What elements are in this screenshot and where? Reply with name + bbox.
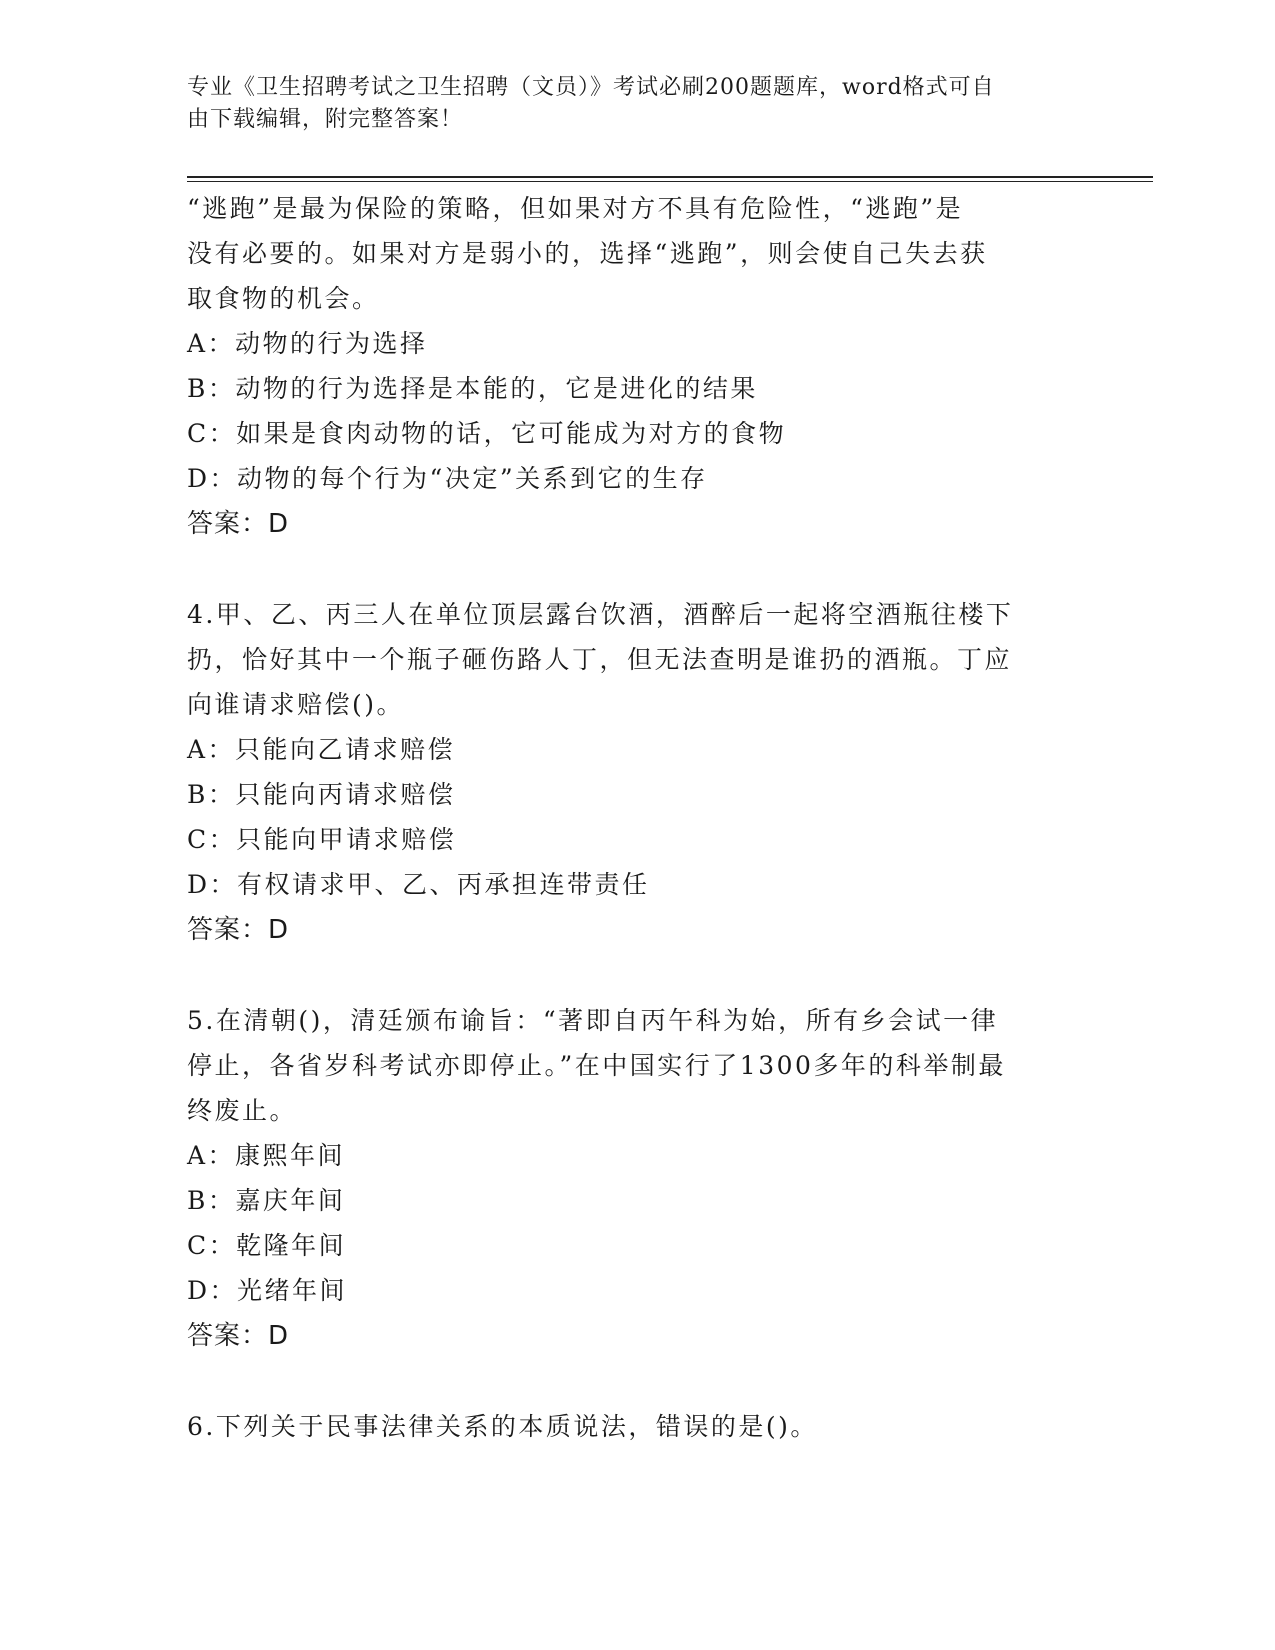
question-stem-line: 终废止。 [187, 1096, 298, 1125]
option-b: B：只能向丙请求赔偿 [187, 780, 456, 809]
option-c: C：只能向甲请求赔偿 [187, 825, 457, 854]
spacer [187, 1359, 1087, 1404]
option-a: A：动物的行为选择 [187, 329, 428, 358]
question-stem-line: 5.在清朝()，清廷颁布谕旨：“著即自丙午科为始，所有乡会试一律 [187, 1006, 999, 1035]
question-stem-line: 向谁请求赔偿()。 [187, 690, 405, 719]
spacer [187, 953, 1087, 998]
option-a: A：康熙年间 [187, 1141, 346, 1170]
option-d: D：动物的每个行为“决定”关系到它的生存 [187, 464, 708, 493]
question-5 [187, 998, 1087, 1359]
option-c: C：如果是食肉动物的话，它可能成为对方的食物 [187, 419, 787, 448]
answer: 答案：D [187, 915, 290, 945]
question-stem-line: 4.甲、乙、丙三人在单位顶层露台饮酒，酒醉后一起将空酒瓶往楼下 [187, 600, 1014, 629]
option-d: D：光绪年间 [187, 1276, 348, 1305]
answer: 答案：D [187, 509, 290, 539]
header-divider-thin [187, 181, 1153, 182]
question-stem-line: 停止，各省岁科考试亦即停止。”在中国实行了1300多年的科举制最 [187, 1051, 1006, 1080]
option-b: B：嘉庆年间 [187, 1186, 346, 1215]
document-header [187, 72, 1067, 136]
question-stem-line: 没有必要的。如果对方是弱小的，选择“逃跑”，则会使自己失去获 [187, 239, 988, 268]
question-stem-line: “逃跑”是最为保险的策略，但如果对方不具有危险性，“逃跑”是 [187, 194, 964, 223]
question-stem-line: 6.下列关于民事法律关系的本质说法，错误的是()。 [187, 1412, 818, 1441]
question-list [187, 186, 1087, 1449]
spacer [187, 547, 1087, 592]
question-3 [187, 186, 1087, 547]
option-d: D：有权请求甲、乙、丙承担连带责任 [187, 870, 650, 899]
header-divider-thick [187, 176, 1153, 178]
answer: 答案：D [187, 1321, 290, 1351]
question-stem-line: 取食物的机会。 [187, 284, 380, 313]
header-line-1: 专业《卫生招聘考试之卫生招聘（文员）》考试必刷200题题库，word格式可自 [187, 75, 995, 100]
option-a: A：只能向乙请求赔偿 [187, 735, 456, 764]
question-stem-line: 扔，恰好其中一个瓶子砸伤路人丁，但无法查明是谁扔的酒瓶。丁应 [187, 645, 1013, 674]
question-4 [187, 592, 1087, 953]
header-line-2: 由下载编辑，附完整答案！ [187, 107, 464, 132]
option-b: B：动物的行为选择是本能的，它是进化的结果 [187, 374, 758, 403]
question-6 [187, 1404, 1087, 1449]
option-c: C：乾隆年间 [187, 1231, 347, 1260]
